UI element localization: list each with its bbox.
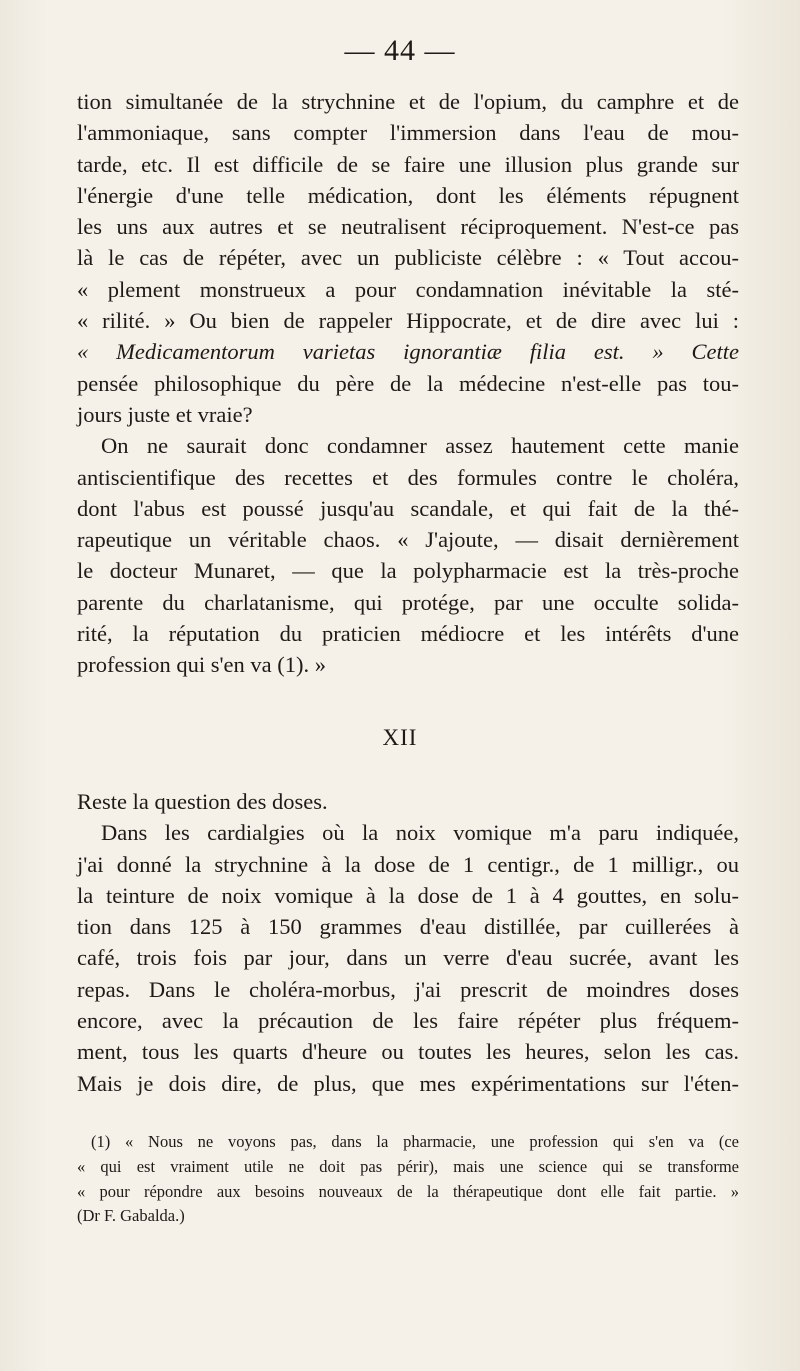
text-line: profession qui s'en va (1). » (77, 652, 327, 678)
text-line: encore, avec la précaution de les faire répéter plus fréquem- (77, 1008, 739, 1034)
text-line: café, trois fois par jour, dans un verre d'eau sucrée, avant les (77, 945, 739, 971)
page-number: — 44 — (344, 34, 456, 67)
text-line: la teinture de noix vomique à la dose de 1 à 4 gouttes, en solu- (77, 882, 739, 908)
text-line: l'énergie d'une telle médication, dont les éléments répugnent (77, 182, 739, 208)
text-line: Dans les cardialgies où la noix vomique m'a paru indiquée, (101, 820, 739, 846)
text-line: antiscientifique des recettes et des formules contre le choléra, (77, 464, 739, 490)
text-line: jours juste et vraie? (77, 401, 253, 427)
text-line: On ne saurait donc condamner assez hautement cette manie (101, 433, 739, 459)
text-line: « rilité. » Ou bien de rappeler Hippocrate, et de dire avec lui : (77, 308, 739, 334)
text-line: tarde, etc. Il est difficile de se faire une illusion plus grande sur (77, 151, 739, 177)
text-line: le docteur Munaret, — que la polypharmacie est la très-proche (77, 558, 739, 584)
text-line: rapeutique un véritable chaos. « J'ajoute, — disait dernièrement (77, 527, 739, 553)
text-line: repas. Dans le choléra-morbus, j'ai prescrit de moindres doses (77, 976, 739, 1002)
footnote-line: « pour répondre aux besoins nouveaux de la thérapeutique dont elle fait partie. » (77, 1181, 739, 1201)
text-line-latin-quote: « Medicamentorum varietas ignorantiæ filia est. » Cette (77, 339, 739, 365)
footnote-line: (Dr F. Gabalda.) (77, 1206, 185, 1226)
text-line: pensée philosophique du père de la médecine n'est-elle pas tou- (77, 370, 739, 396)
body-text-top (77, 86, 739, 681)
text-line: j'ai donné la strychnine à la dose de 1 centigr., de 1 milligr., ou (77, 851, 739, 877)
footnote-line: « qui est vraiment utile ne doit pas périr), mais une science qui se transforme (77, 1156, 739, 1176)
text-line: dont l'abus est poussé jusqu'au scandale, et qui fait de la thé- (77, 495, 739, 521)
section-title: XII (382, 725, 418, 750)
text-line: parente du charlatanisme, qui protége, par une occulte solida- (77, 589, 739, 615)
text-line: tion simultanée de la strychnine et de l'opium, du camphre et de (77, 89, 739, 114)
text-line: l'ammoniaque, sans compter l'immersion dans l'eau de mou- (77, 120, 739, 146)
text-line: Mais je dois dire, de plus, que mes expérimentations sur l'éten- (77, 1070, 739, 1096)
text-line: Reste la question des doses. (77, 789, 328, 814)
body-text-bottom (77, 786, 739, 1099)
footnote-line: (1) « Nous ne voyons pas, dans la pharmacie, une profession qui s'en va (ce (91, 1132, 739, 1151)
text-line: tion dans 125 à 150 grammes d'eau distillée, par cuillerées à (77, 914, 739, 940)
text-line: rité, la réputation du praticien médiocre et les intérêts d'une (77, 621, 739, 647)
text-line: « plement monstrueux a pour condamnation inévitable la sté- (77, 276, 739, 302)
text-line: ment, tous les quarts d'heure ou toutes les heures, selon les cas. (77, 1039, 739, 1065)
footnote (77, 1130, 739, 1229)
text-line: là le cas de répéter, avec un publiciste célèbre : « Tout accou- (77, 245, 739, 271)
text-line: les uns aux autres et se neutralisent réciproquement. N'est-ce pas (77, 214, 739, 240)
